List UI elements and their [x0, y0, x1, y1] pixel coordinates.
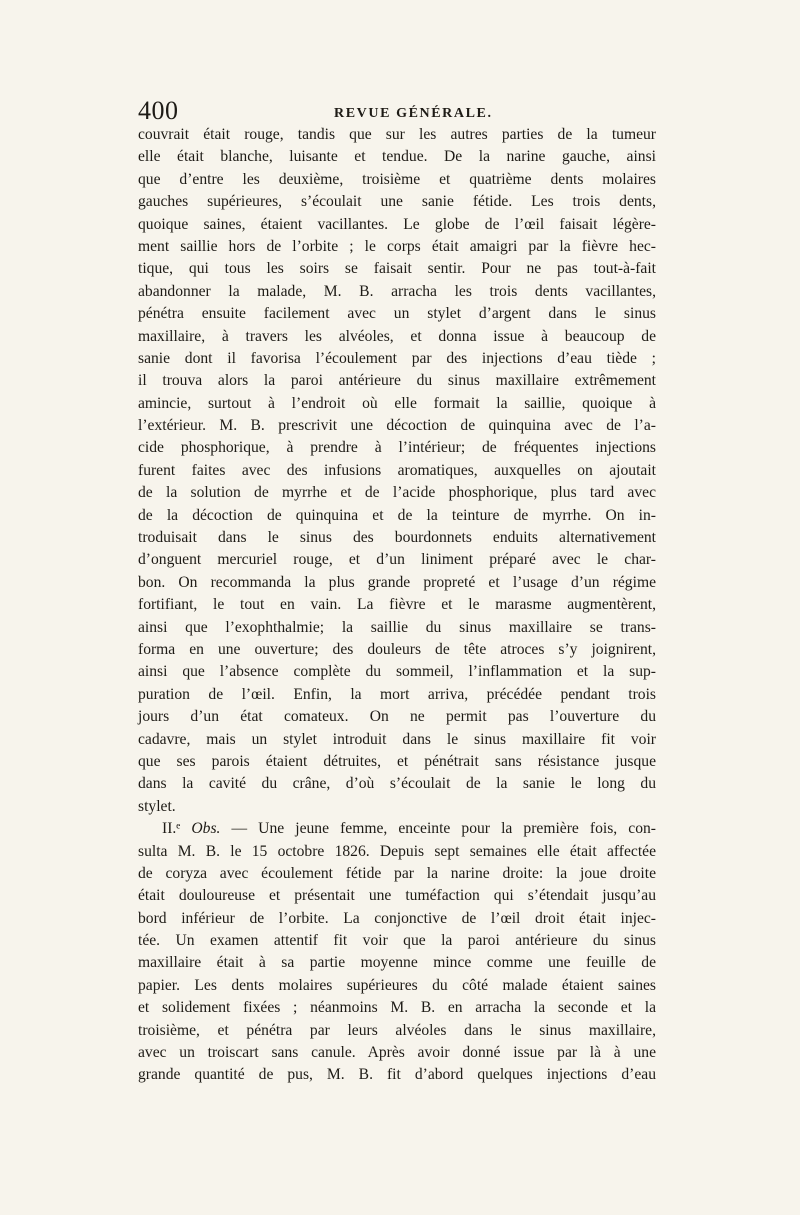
- text-line: papier. Les dents molaires supérieures du côté malade étaient saines: [138, 976, 656, 994]
- text-line: grande quantité de pus, M. B. fit d’abord quelques injections d’eau: [138, 1066, 656, 1084]
- text-segment: — Une jeune femme, enceinte pour la première fois, con-: [220, 820, 656, 838]
- text-line: troduisait dans le sinus des bourdonnets enduits alternativement: [138, 529, 656, 547]
- text-line: elle était blanche, luisante et tendue. De la narine gauche, ainsi: [138, 148, 656, 166]
- text-line: maxillaire, à travers les alvéoles, et donna issue à beaucoup de: [138, 327, 656, 345]
- text-line: stylet.: [138, 797, 176, 815]
- text-line: abandonner la malade, M. B. arracha les trois dents vacillantes,: [138, 282, 656, 300]
- body-text: [138, 124, 656, 1087]
- text-line: avec un troiscart sans canule. Après avoir donné issue par là à une: [138, 1044, 656, 1062]
- text-line: l’extérieur. M. B. prescrivit une décoction de quinquina avec de l’a-: [138, 417, 656, 435]
- observation-number: II.ᵉ: [162, 820, 181, 838]
- text-line: de coryza avec écoulement fétide par la narine droite: la joue droite: [138, 864, 656, 882]
- text-line: tée. Un examen attentif fit voir que la paroi antérieure du sinus: [138, 932, 656, 950]
- observation-heading-line: [138, 818, 656, 840]
- text-line: bon. On recommanda la plus grande propreté et l’usage d’un régime: [138, 573, 656, 591]
- text-line: dans la cavité du crâne, d’où s’écoulait de la sanie le long du: [138, 775, 656, 793]
- text-line: de la décoction de quinquina et de la teinture de myrrhe. On in-: [138, 506, 656, 524]
- text-line: maxillaire était à sa partie moyenne mince comme une feuille de: [138, 954, 656, 972]
- text-line: que ses parois étaient détruites, et pénétrait sans résistance jusque: [138, 752, 656, 770]
- text-line: gauches supérieures, s’écoulait une sanie fétide. Les trois dents,: [138, 193, 656, 211]
- paragraph-2: [138, 818, 656, 1087]
- text-line: était douloureuse et présentait une tuméfaction qui s’étendait jusqu’au: [138, 887, 656, 905]
- text-line: amincie, surtout à l’endroit où elle formait la saillie, quoique à: [138, 394, 656, 412]
- text-line: ainsi que l’exophthalmie; la saillie du sinus maxillaire se trans-: [138, 618, 656, 636]
- text-line: quoique saines, étaient vacillantes. Le globe de l’œil faisait légère-: [138, 215, 656, 233]
- text-line: et solidement fixées ; néanmoins M. B. en arracha la seconde et la: [138, 999, 656, 1017]
- text-line: couvrait était rouge, tandis que sur les autres parties de la tumeur: [138, 126, 656, 143]
- text-line: cide phosphorique, à prendre à l’intérieur; de fréquentes injections: [138, 439, 656, 457]
- text-line: sanie dont il favorisa l’écoulement par des injections d’eau tiède ;: [138, 349, 656, 367]
- text-line: que d’entre les deuxième, troisième et quatrième dents molaires: [138, 170, 656, 188]
- text-line: ment saillie hors de l’orbite ; le corps était amaigri par la fièvre hec-: [138, 237, 656, 255]
- text-line: d’onguent mercuriel rouge, et d’un liniment préparé avec le char-: [138, 551, 656, 569]
- text-line: il trouva alors la paroi antérieure du sinus maxillaire extrêmement: [138, 372, 656, 390]
- text-line: troisième, et pénétra par leurs alvéoles dans le sinus maxillaire,: [138, 1021, 656, 1039]
- observation-label: Obs.: [191, 820, 221, 838]
- text-line: furent faites avec des infusions aromatiques, auxquelles on ajoutait: [138, 461, 656, 479]
- text-line: tique, qui tous les soirs se faisait sentir. Pour ne pas tout-à-fait: [138, 260, 656, 278]
- text-line: puration de l’œil. Enfin, la mort arriva, précédée pendant trois: [138, 685, 656, 703]
- text-line: pénétra ensuite facilement avec un stylet d’argent dans le sinus: [138, 305, 656, 323]
- text-line: sulta M. B. le 15 octobre 1826. Depuis sept semaines elle était affectée: [138, 842, 656, 860]
- text-line: fortifiant, le tout en vain. La fièvre et le marasme augmentèrent,: [138, 596, 656, 614]
- running-title: REVUE GÉNÉRALE.: [334, 106, 493, 121]
- text-line: forma en une ouverture; des douleurs de tête atroces s’y joignirent,: [138, 640, 656, 658]
- text-line: de la solution de myrrhe et de l’acide phosphorique, plus tard avec: [138, 484, 656, 502]
- paragraph-1: [138, 124, 656, 818]
- text-line: jours d’un état comateux. On ne permit pas l’ouverture du: [138, 708, 656, 726]
- text-line: bord inférieur de l’orbite. La conjonctive de l’œil droit était injec-: [138, 909, 656, 927]
- page-number: 400: [138, 96, 179, 125]
- text-line: ainsi que l’absence complète du sommeil, l’inflammation et la sup-: [138, 663, 656, 681]
- text-line: cadavre, mais un stylet introduit dans le sinus maxillaire fit voir: [138, 730, 656, 748]
